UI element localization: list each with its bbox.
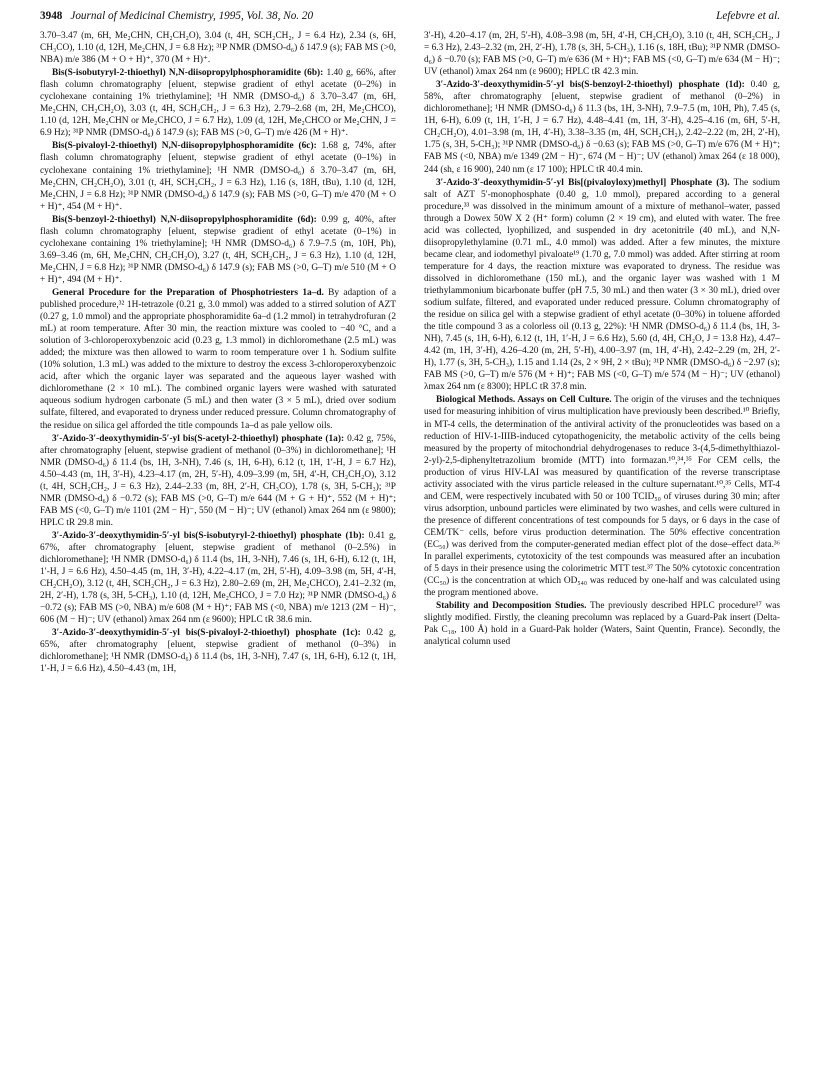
paragraph-text: 0.41 g, 67%, after chromatography [eluent, stepwise gradient of methanol (0–2.5%) in dichloromethane]; ¹H NMR (DMSO-d₆) δ 11.4 (bs, 1H, 3-NH), 7.46 (s, 1H, 6-H), 6.12 (t, 1H, 1′-H, J = 6.6 Hz), 4.50–4.45 (m, 1H, 3′-H), 4.22–4.17 (m, 2H, 5′-H), 4.09–3.98 (m, 5H, 4′-H, CH₂CH₂O), 3.12 (t, 4H, SCH₂CH₂, J = 6.3 Hz), 2.80–2.69 (m, 2H, Me₂CHCO), 2.41–2.32 (m, 2H, 2′-H), 1.78 (s, 3H, 5-CH₃), 1.10 (d, 12H, Me₂CHCO, J = 7.0 Hz); ³¹P NMR (DMSO-d₆) δ −0.72 (s); FAB MS (>0, NBA) m/e 608 (M + H)⁺; FAB MS (<0, NBA) m/e 1213 (2M − H)⁻, 606 (M − H)⁻; UV (ethanol) λmax 264 nm (ε 9600); HPLC tR 38.6 min.	[40, 530, 396, 626]
page-number: 3948	[40, 10, 63, 22]
paragraph-text: 0.42 g, 75%, after chromatography [eluent, stepwise gradient of methanol (0–3%) in dichloromethane]; ¹H NMR (DMSO-d₆) δ 11.4 (bs, 1H, 3-NH), 7.46 (s, 1H, 6-H), 6.12 (t, 1H, 1′-H, J = 6.7 Hz), 4.50–4.43 (m, 1H, 3′-H), 4.23–4.17 (m, 2H, 5′-H), 4.09–3.99 (m, 5H, 4′-H, CH₂CH₂O), 3.12 (t, 4H, SCH₂CH₂, J = 6.3 Hz), 2.44–2.33 (m, 8H, 2′-H, CH₃CO), 1.78 (s, 3H, 5-CH₃); ³¹P NMR (DMSO-d₆) δ −0.72 (s); FAB MS (>0, G–T) m/e 644 (M + G + H)⁺, 552 (M + H)⁺; FAB MS (<0, G–T) m/e 1101 (2M − H)⁻, 550 (M − H)⁻; UV (ethanol) λmax 264 nm (ε 9800); HPLC tR 29.8 min.	[40, 433, 396, 528]
paragraph-text: 3′-H), 4.20–4.17 (m, 2H, 5′-H), 4.08–3.98 (m, 5H, 4′-H, CH₂CH₂O), 3.10 (t, 4H, SCH₂CH₂, J = 6.3 Hz), 2.43–2.32 (m, 2H, 2′-H), 1.78 (s, 3H, 5-CH₃), 1.16 (s, 18H, tBu); ³¹P NMR (DMSO-d₆) δ −0.70 (s); FAB MS (>0, G–T) m/e 636 (M + H)⁺; FAB MS (<0, G–T) m/e 634 (M − H)⁻; UV (ethanol) λmax 264 nm (ε 9600); HPLC tR 42.3 min.	[424, 31, 781, 78]
running-header	[40, 10, 780, 28]
paragraph-heading: 3′-Azido-3′-deoxythymidin-5′-yl bis(S-benzoyl-2-thioethyl) phosphate (1d):	[436, 80, 745, 91]
running-authors: Lefebvre et al.	[716, 10, 780, 22]
paragraph-heading: 3′-Azido-3′-deoxythymidin-5′-yl bis(S-acetyl-2-thioethyl) phosphate (1a):	[52, 433, 345, 444]
paragraph	[424, 177, 780, 394]
paragraph-heading: 3′-Azido-3′-deoxythymidin-5′-yl bis(S-pivaloyl-2-thioethyl) phosphate (1c):	[52, 628, 361, 639]
paragraph-text: 3.70–3.47 (m, 6H, Me₂CHN, CH₂CH₂O), 3.04 (t, 4H, SCH₂CH₂, J = 6.4 Hz), 2.34 (s, 6H, CH₃CO), 1.10 (d, 12H, Me₂CHN, J = 6.8 Hz); ³¹P NMR (DMSO-d₆) δ 147.9 (s); FAB MS (>0, NBA) m/e 386 (M + O + H)⁺, 370 (M + H)⁺.	[40, 31, 396, 66]
paragraph-text: 1.68 g, 74%, after flash column chromatography [eluent, stepwise gradient of ethyl acetate (0–1%) in cyclohexane containing 1% triethylamine]; ¹H NMR (DMSO-d₆) δ 3.70–3.47 (m, 6H, Me₂CHN, CH₂CH₂O), 3.01 (t, 4H, SCH₂CH₂, J = 6.3 Hz), 1.16 (s, 18H, tBu), 1.10 (d, 12H, Me₂CHN, J = 6.8 Hz); ³¹P NMR (DMSO-d₆) δ 147.9 (s); FAB MS (>0, G–T) m/e 470 (M + O + H)⁺, 454 (M + H)⁺.	[40, 141, 397, 212]
paragraph-heading: General Procedure for the Preparation of Phosphotriesters 1a–d.	[52, 287, 324, 298]
right-column	[424, 30, 780, 648]
header-left	[40, 10, 313, 22]
paragraph-text: 1.40 g, 66%, after flash column chromatography [eluent, stepwise gradient of ethyl acetate (0–2%) in cyclohexane containing 1% triethylamine]; ¹H NMR (DMSO-d₆) δ 3.70–3.47 (m, 6H, Me₂CHN, CH₂CH₂O), 3.03 (t, 4H, SCH₂CH₂, J = 6.3 Hz), 2.79–2.68 (m, 2H, Me₂CHCO), 1.10 (d, 12H, Me₂CHN or Me₂CHCO, J = 6.7 Hz), 1.09 (d, 12H, Me₂CHCO or Me₂CHN, J = 6.9 Hz); ³¹P NMR (DMSO-d₆) δ 147.9 (s); FAB MS (>0, G–T) m/e 426 (M + H)⁺.	[40, 68, 397, 139]
paragraph-text: 0.42 g, 65%, after chromatography [eluent, stepwise gradient of methanol (0–3%) in dichloromethane]; ¹H NMR (DMSO-d₆) δ 11.4 (bs, 1H, 3-NH), 7.47 (s, 1H, 6-H), 6.12 (t, 1H, 1′-H, J = 6.6 Hz), 4.50–4.43 (m, 1H,	[40, 628, 396, 675]
paragraph	[40, 214, 396, 286]
paragraph	[40, 530, 396, 626]
paragraph	[40, 30, 396, 66]
paragraph-text: The previously described HPLC procedure¹⁷ was slightly modified. Firstly, the cleaning precolumn was replaced by a Guard-Pak insert (Delta-Pak C₁₈, 100 Å) hold in a Guard-Pak holder (Waters, Saint Quentin, France). Secondly, the analytical column used	[424, 601, 780, 648]
paragraph-text: 0.99 g, 40%, after flash column chromatography [eluent, stepwise gradient of ethyl acetate (0–1%) in cyclohexane containing 1% triethylamine]; ¹H NMR (DMSO-d₆) δ 7.9–7.5 (m, 10H, Ph), 3.69–3.46 (m, 6H, Me₂CHN, CH₂CH₂O), 3.27 (t, 4H, SCH₂CH₂, J = 6.3 Hz), 1.10 (d, 12H, Me₂CHN, J = 6.8 Hz); ³¹P NMR (DMSO-d₆) δ 147.9 (s); FAB MS (>0, G–T) m/e 510 (M + O + H)⁺, 494 (M + H)⁺.	[40, 214, 396, 285]
paragraph	[40, 287, 396, 432]
paragraph	[424, 79, 780, 175]
paragraph	[40, 433, 396, 529]
paragraph	[424, 394, 780, 599]
paragraph-heading: Biological Methods. Assays on Cell Culture.	[436, 395, 612, 406]
paragraph-heading: 3′-Azido-3′-deoxythymidin-5′-yl bis(S-isobutyryl-2-thioethyl) phosphate (1b):	[52, 530, 365, 541]
paragraph	[40, 140, 396, 212]
paragraph	[424, 600, 780, 648]
paragraph-heading: Bis(S-isobutyryl-2-thioethyl) N,N-diisopropylphosphoramidite (6b):	[52, 68, 324, 79]
paragraph-text: By adaption of a published procedure,³² 1H-tetrazole (0.21 g, 3.0 mmol) was added to a stirred solution of AZT (0.27 g, 1.0 mmol) and the appropriate phosphoramidite 6a–d (1.2 mmol) in tetrahydrofuran (2 mL) at room temperature. After 30 min, the reaction mixture was cooled to −40 °C, and a solution of 3-chloroperoxybenzoic acid (0.23 g, 1.3 mmol) in dichloromethane (2.5 mL) was added; the mixture was then allowed to warm to room temperature over 1 h. Sodium sulfite (10% solution, 1.3 mL) was added to the mixture to destroy the excess 3-chloroperoxybenzoic acid, after which the organic layer was separated and the aqueous layer washed with dichloromethane (2 × 10 mL). The combined organic layers were washed with saturated aqueous sodium hydrogen carbonate (5 mL) and then water (3 × 5 mL), dried over sodium sulfate, filtered, and evaporated to dryness under reduced pressure. Column chromatography of the residue on silica gel afforded the title compounds 1a–d as pale yellow oils.	[40, 287, 396, 431]
paragraph	[40, 67, 396, 139]
journal-citation: Journal of Medicinal Chemistry, 1995, Vol. 38, No. 20	[70, 10, 314, 22]
paragraph	[424, 30, 780, 78]
left-column	[40, 30, 396, 675]
paragraph-text: The origin of the viruses and the techniques used for measuring inhibition of virus multiplication have previously been described.¹⁰ Briefly, in MT-4 cells, the determination of the antiviral activity of the pronucleotides was based on a reduction of HIV-1-IIIB-induced cytopathogenicity, the metabolic activity of the cells being measured by the property of mitochondrial dehydrogenases to reduce 3-(4,5-dimethylthiazol-2-yl)-2,5-diphenyltetrazolium bromide (MTT) into formazan.¹⁰,³⁴,³⁵ For CEM cells, the production of virus HIV-LAI was measured by quantification of the reverse transcriptase activity associated with the virus particle released in the culture supernatant.¹⁰,³⁵ Cells, MT-4 and CEM, were respectively incubated with 50 or 100 TCID₅₀ of viruses during 30 min; after virus adsorption, unbound particles were eliminated by two washes, and cells were cultured in the presence of different concentrations of test compounds for 5 days, or 6 days in the case of CEM/TK⁻ cells, before virus production determination. The 50% effective concentration (EC₅₀) was derived from the computer-generated median effect plot of the dose–effect data.³⁶ In parallel experiments, cytotoxicity of the test compounds was measured after an incubation of 5 days in their presence using the colorimetric MTT test.³⁷ The 50% cytotoxic concentration (CC₅₀) is the concentration at which OD₅₄₀ was reduced by one-half and was calculated using the program mentioned above.	[424, 395, 780, 599]
paragraph-heading: 3′-Azido-3′-deoxythymidin-5′-yl Bis[(pivaloyloxy)methyl] Phosphate (3).	[436, 177, 730, 188]
paragraph-text: 0.40 g, 58%, after chromatography [eluent, stepwise gradient of methanol (0–2%) in dichloromethane]; ¹H NMR (DMSO-d₆) δ 11.3 (bs, 1H, 3-NH), 7.9–7.5 (m, 10H, Ph), 7.45 (s, 1H, 6-H), 6.09 (t, 1H, 1′-H, J = 6.7 Hz), 4.48–4.41 (m, 1H, 3′-H), 4.25–4.16 (m, 6H, 5′-H, CH₂CH₂O), 4.01–3.98 (m, 1H, 4′-H), 3.38–3.35 (m, 4H, SCH₂CH₂), 2.42–2.22 (m, 2H, 2′-H), 1.75 (s, 3H, 5-CH₃); ³¹P NMR (DMSO-d₆) δ −0.63 (s); FAB MS (>0, G–T) m/e 676 (M + H)⁺; FAB MS (<0, NBA) m/e 1349 (2M − H)⁻, 674 (M − H)⁻; UV (ethanol) λmax 264 (ε 18 000), 244 (sh, ε 16 900), 240 nm (ε 17 100); HPLC tR 40.4 min.	[424, 80, 780, 175]
paragraph-heading: Stability and Decomposition Studies.	[436, 601, 587, 612]
paragraph	[40, 627, 396, 675]
paragraph-text: The sodium salt of AZT 5′-monophosphate (0.40 g, 1.0 mmol), prepared according to a general procedure,³³ was dissolved in the minimum amount of a mixture of methanol–water, passed through a Dowex 50W X 2 (H⁺ form) column (2 × 19 cm), and eluted with water. The free acid was collected, lyophilized, and suspended in dry acetonitrile (40 mL), and N,N-diisopropylethylamine (0.71 mL, 4.0 mmol) was added. After a few minutes, the mixture became clear, and iodomethyl pivaloate¹⁹ (1.70 g, 7.0 mmol) was added. After stirring at room temperature for 4 days, the reaction mixture was evaporated to dryness. The residue was dissolved in dichloromethane (150 mL), and the organic layer was washed with 1 M triethylammonium bicarbonate buffer (pH 7.5, 30 mL) and then water (3 × 30 mL), dried over sodium sulfate, filtered, and evaporated under reduced pressure. Column chromatography of the residue on silica gel with a stepwise gradient of ethyl acetate (0–30%) in toluene afforded the title compound 3 as a colorless oil (0.13 g, 22%): ¹H NMR (DMSO-d₆) δ 11.4 (bs, 1H, 3-NH), 7.45 (s, 1H, 6-H), 6.12 (t, 1H, 1′-H, J = 6.6 Hz), 5.60 (d, 4H, CH₂O, J = 13.8 Hz), 4.47–4.42 (m, 1H, 3′-H), 4.26–4.20 (m, 2H, 5′-H), 4.00–3.97 (m, 1H, 4′-H), 2.42–2.29 (m, 2H, 2′-H), 1.77 (s, 3H, 5-CH₃), 1.15 and 1.14 (2s, 2 × 9H, 2 × tBu); ³¹P NMR (DMSO-d₆) δ −2.97 (s); FAB MS (>0, G–T) m/e 576 (M + H)⁺; FAB MS (<0, G–T) m/e 574 (M − H)⁻; UV (ethanol) λmax 264 nm (ε 8300); HPLC tR 37.8 min.	[424, 177, 781, 393]
paragraph-heading: Bis(S-pivaloyl-2-thioethyl) N,N-diisopropylphosphoramidite (6c):	[52, 141, 317, 152]
paragraph-heading: Bis(S-benzoyl-2-thioethyl) N,N-diisopropylphosphoramidite (6d):	[52, 214, 317, 225]
